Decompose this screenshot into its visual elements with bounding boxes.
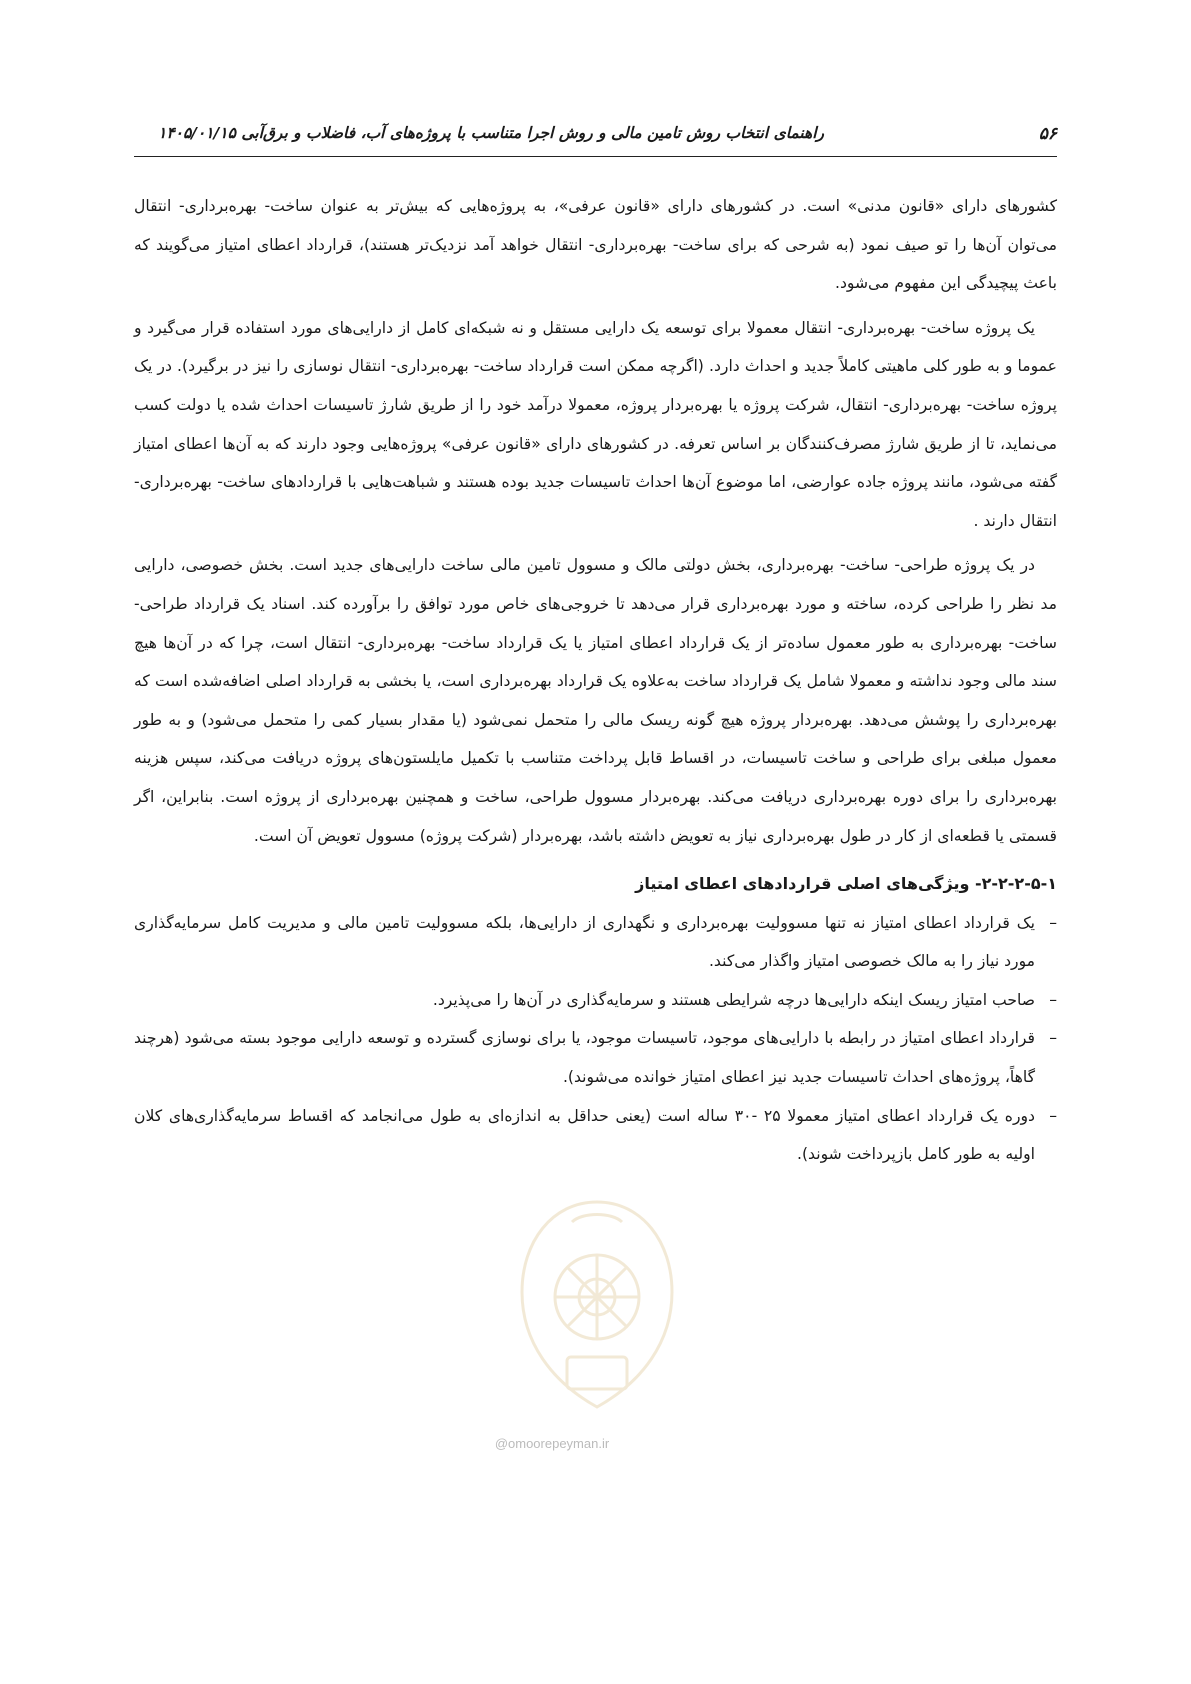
watermark-logo-icon [492, 1182, 702, 1432]
bullet-dash: – [1049, 1029, 1057, 1048]
header-date: ۱۴۰۵/۰۱/۱۵ [158, 124, 236, 142]
list-item-text: یک قرارداد اعطای امتیاز نه تنها مسوولیت بهره‌برداری و نگهداری از دارایی‌ها، بلکه مسوولیت تامین مالی و مدیریت کامل سرمایه‌گذاری مورد نیاز را به مالک خصوصی امتیاز واگذار می‌کند. [134, 913, 1035, 971]
bullet-dash: – [1049, 990, 1057, 1009]
page-number: ۵۶ [1038, 124, 1057, 144]
bullet-dash: – [1049, 913, 1057, 932]
list-item [134, 1019, 1057, 1096]
section-heading: ۲-۲-۲-۵-۱- ویژگی‌های اصلی قراردادهای اعطای امتیاز [635, 874, 1057, 894]
bullet-dash: – [1049, 1106, 1057, 1125]
paragraph: یک پروژه ساخت- بهره‌برداری- انتقال معمولا برای توسعه یک دارایی مستقل و نه شبکه‌ای کامل از دارایی‌های مورد استفاده قرار می‌گیرد و عموما و به طور کلی ماهیتی کاملاً جدید و احداث دارد. (اگرچه ممکن است قرارداد ساخت- بهره‌برداری- انتقال نوسازی را نیز در برگیرد). در یک پروژه ساخت- بهره‌برداری- انتقال، شرکت پروژه یا بهره‌بردار پروژه، معمولا درآمد خود را از طریق شارژ تاسیسات احداث شده یا دولت کسب می‌نماید، تا از طریق شارژ مصرف‌کنندگان بر اساس تعرفه. در کشورهای دارای «قانون عرفی» پروژه‌هایی وجود دارند که به آن‌ها اعطای امتیاز گفته می‌شود، مانند پروژه جاده عوارضی، اما موضوع آن‌ها احداث تاسیسات جدید بوده هستند و شباهت‌هایی با قراردادهای ساخت- بهره‌برداری- انتقال دارند . [134, 318, 1057, 530]
list-item-text: صاحب امتیاز ریسک اینکه دارایی‌ها درچه شرایطی هستند و سرمایه‌گذاری در آن‌ها را می‌پذیرد. [432, 990, 1035, 1009]
bullet-list [134, 904, 1057, 1174]
header-rule [134, 156, 1057, 157]
list-item-text: قرارداد اعطای امتیاز در رابطه با دارایی‌های موجود، تاسیسات موجود، یا برای نوسازی گسترده و توسعه دارایی موجود بسته می‌شود (هرچند گاهاً، پروژه‌های احداث تاسیسات جدید نیز اعطای امتیاز خوانده می‌شوند). [134, 1029, 1035, 1087]
paragraph: در یک پروژه طراحی- ساخت- بهره‌برداری، بخش دولتی مالک و مسوول تامین مالی ساخت دارایی‌های جدید است. بخش خصوصی، دارایی مد نظر را طراحی کرده، ساخته و مورد بهره‌برداری قرار می‌دهد تا خروجی‌های خاص مورد توافق را برآورده کند. اسناد یک قرارداد طراحی- ساخت- بهره‌برداری به طور معمول ساده‌تر از یک قرارداد اعطای امتیاز یا یک قرارداد ساخت- بهره‌برداری- انتقال است، چرا که در آن‌ها هیچ سند مالی وجود نداشته و معمولا شامل یک قرارداد ساخت به‌علاوه یک قرارداد بهره‌برداری است، یا بخشی به قرارداد اصلی اضافه‌شده است که بهره‌برداری را پوشش می‌دهد. بهره‌بردار پروژه هیچ گونه ریسک مالی را متحمل نمی‌شود (یا مقدار بسیار کمی را متحمل می‌شود) و به طور معمول مبلغی برای طراحی و ساخت تاسیسات، در اقساط قابل پرداخت متناسب با تکمیل مایلستون‌های پروژه دریافت می‌کند، سپس هزینه بهره‌برداری را برای دوره بهره‌برداری دریافت می‌کند. بهره‌بردار مسوول طراحی، ساخت و همچنین بهره‌برداری از پروژه است. بنابراین، اگر قسمتی یا قطعه‌ای از کار در طول بهره‌برداری نیاز به تعویض داشته باشد، بهره‌بردار (شرکت پروژه) مسوول تعویض آن است. [134, 556, 1057, 845]
paragraph: کشورهای دارای «قانون مدنی» است. در کشورهای دارای «قانون عرفی»، به پروژه‌هایی که بیش‌تر به عنوان ساخت- بهره‌برداری- انتقال می‌توان آن‌ها را تو صیف نمود (به شرحی که برای ساخت- بهره‌برداری- انتقال خواهد آمد نزدیک‌تر هستند)، قرارداد اعطای امتیاز می‌گویند که باعث پیچیدگی این مفهوم می‌شود. [134, 197, 1057, 293]
watermark-url: @omoorepeyman.ir [494, 1436, 610, 1451]
page-body [134, 187, 1057, 1174]
list-item [134, 1097, 1057, 1174]
running-title [134, 124, 824, 142]
list-item-text: دوره یک قرارداد اعطای امتیاز معمولا ۲۵ -۳۰ ساله است (یعنی حداقل به اندازه‌ای به طول می‌انجامد که اقساط سرمایه‌گذاری‌های کلان اولیه به طور کامل بازپرداخت شوند). [134, 1106, 1035, 1164]
list-item [134, 904, 1057, 981]
running-title-text: راهنمای انتخاب روش تامین مالی و روش اجرا متناسب با پروژه‌های آب، فاضلاب و برق‌آبی [241, 124, 825, 142]
page-header [134, 124, 1057, 152]
list-item [134, 981, 1057, 1020]
